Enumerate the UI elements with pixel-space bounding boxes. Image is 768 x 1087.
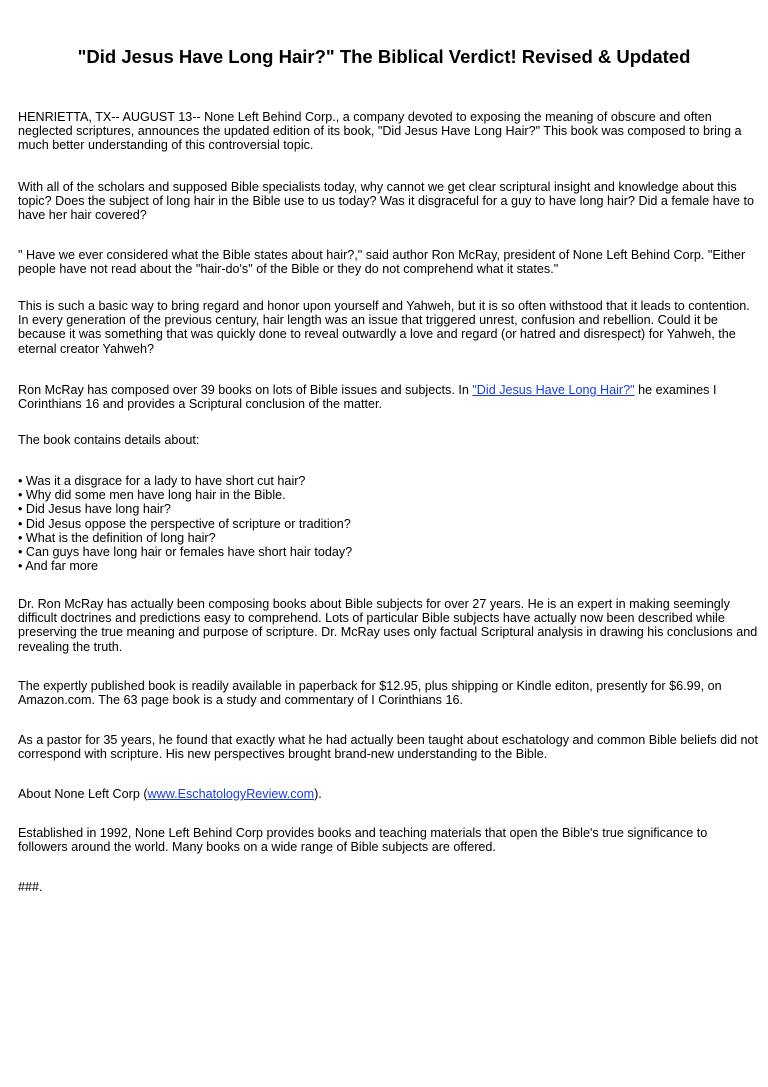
author-quote-paragraph: " Have we ever considered what the Bible states about hair?," said author Ron McRay, president of None Left Behind Corp. "Either people have not read about the "hair-do's" of the Bible or they do not comprehend what it states." — [18, 248, 746, 277]
regard-and-honor-paragraph: This is such a basic way to bring regard and honor upon yourself and Yahweh, but it is so often withstood that it leads to contention. In every generation of the previous century, hair length was an issue that triggered unrest, confusion and rebellion. Could it be because it was something that was quickly done to reveal outwardly a love and regard (or hatred and disrespect) for Yahweh, the eternal creator Yahweh? — [18, 299, 750, 356]
list-item: • And far more — [18, 559, 99, 574]
list-item: • Was it a disgrace for a lady to have short cut hair? — [18, 474, 306, 488]
press-release-intro-paragraph: HENRIETTA, TX-- AUGUST 13-- None Left Behind Corp., a company devoted to exposing the meaning of obscure and often neglected scriptures, announces the updated edition of its book, "Did Jesus Have Long Hair?" This book was composed to bring a much better understanding of this controversial topic. — [18, 110, 742, 153]
about-company-text-start: About None Left Corp ( — [18, 787, 148, 801]
author-books-text-end: he examines I Corinthians 16 and provides a Scriptural conclusion of the matter. — [18, 383, 717, 412]
scholars-question-paragraph: With all of the scholars and supposed Bible specialists today, why cannot we get clear scriptural insight and knowledge about this topic? Does the subject of long hair in the Bible use to us today? Was it disgraceful for a guy to have long hair? Did a female have to have her hair covered? — [18, 180, 754, 223]
list-item: • Can guys have long hair or females have short hair today? — [18, 545, 353, 560]
availability-pricing-paragraph: The expertly published book is readily available in paperback for $12.95, plus shipping or Kindle editon, presently for $6.99, on Amazon.com. The 63 page book is a study and commentary of I Corinthians 16. — [18, 679, 722, 708]
book-title-link[interactable]: "Did Jesus Have Long Hair?" — [472, 383, 635, 397]
document-title: "Did Jesus Have Long Hair?" The Biblical Verdict! Revised & Updated — [77, 46, 691, 68]
end-marker: ###. — [18, 880, 43, 894]
list-item: • Why did some men have long hair in the Bible. — [18, 488, 286, 503]
book-topics-list — [18, 474, 758, 573]
company-website-link[interactable]: www.EschatologyReview.com — [147, 787, 315, 801]
pastor-experience-paragraph: As a pastor for 35 years, he found that exactly what he had actually been taught about eschatology and common Bible beliefs did not correspond with scripture. His new perspectives brought brand-new understanding to the Bible. — [18, 733, 759, 762]
list-item: • Did Jesus oppose the perspective of scripture or tradition? — [18, 516, 351, 531]
about-company-line — [18, 787, 758, 801]
author-books-text-start: Ron McRay has composed over 39 books on lots of Bible issues and subjects. In — [18, 383, 473, 397]
book-contents-heading: The book contains details about: — [18, 433, 200, 447]
about-company-text-end: ). — [314, 787, 322, 801]
author-books-paragraph — [18, 383, 758, 411]
list-item: • Did Jesus have long hair? — [18, 502, 171, 517]
company-description-paragraph: Established in 1992, None Left Behind Corp provides books and teaching materials that open the Bible's true significance to followers around the world. Many books on a wide range of Bible subjects are offered. — [18, 826, 708, 855]
list-item: • What is the definition of long hair? — [18, 530, 216, 545]
author-biography-paragraph: Dr. Ron McRay has actually been composing books about Bible subjects for over 27 years. He is an expert in making seemingly difficult doctrines and predictions easy to comprehend. Lots of particular Bible subjects have actually now been described while preserving the true meaning and purpose of scripture. Dr. McRay uses only factual Scriptural analysis in drawing his conclusions and revealing the truth. — [18, 597, 758, 654]
